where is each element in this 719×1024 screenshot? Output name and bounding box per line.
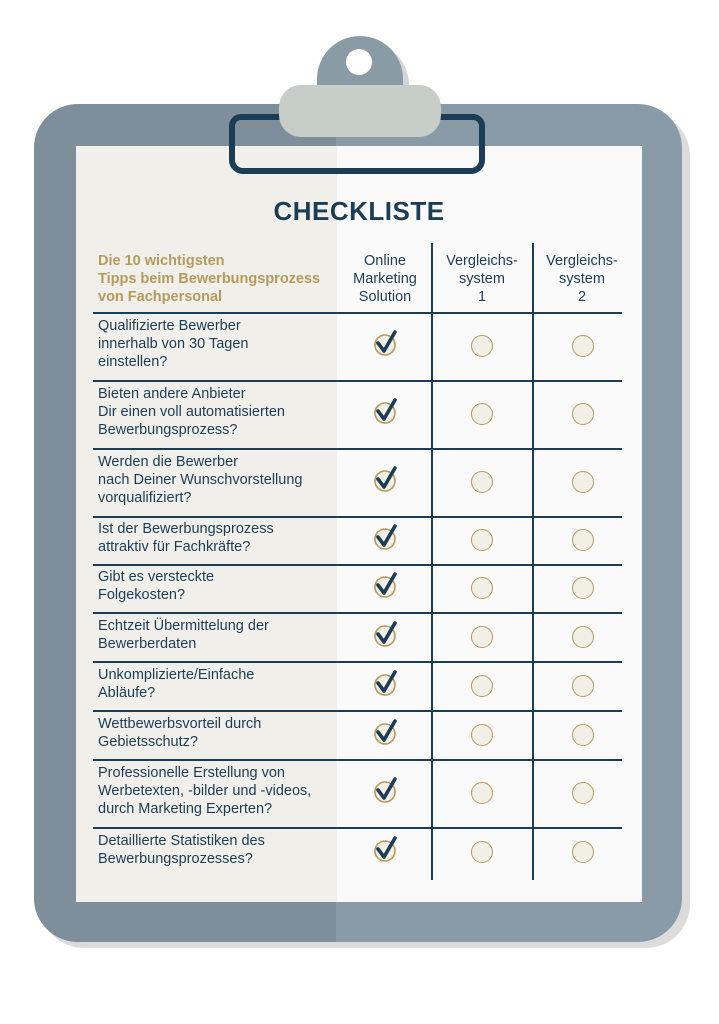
check-mark-icon[interactable] — [373, 524, 397, 548]
criterion-text — [98, 666, 334, 702]
criterion-line: einstellen? — [98, 354, 168, 370]
check-mark-icon[interactable] — [373, 398, 397, 422]
row-separator — [93, 759, 622, 761]
empty-circle-icon[interactable] — [471, 782, 493, 804]
empty-circle-icon[interactable] — [471, 577, 493, 599]
row-separator — [93, 448, 622, 450]
empty-circle-icon[interactable] — [572, 577, 594, 599]
column-header-line: 1 — [477, 289, 487, 305]
column-header-line: Online — [364, 253, 406, 269]
criterion-line: Unkomplizierte/Einfache — [98, 666, 255, 683]
row-separator — [93, 516, 622, 518]
column-header-online-marketing — [337, 252, 433, 306]
criterion-line: Wettbewerbsvorteil durch — [98, 715, 262, 732]
empty-circle-icon[interactable] — [572, 529, 594, 551]
criterion-text — [98, 453, 334, 507]
empty-circle-icon[interactable] — [471, 529, 493, 551]
criteria-header — [98, 252, 338, 306]
criterion-line: nach Deiner Wunschvorstellung — [98, 472, 303, 488]
criterion-text — [98, 715, 334, 751]
criterion-line: Ist der Bewerbungsprozess — [98, 521, 274, 537]
column-divider — [431, 243, 433, 880]
criterion-line: Gibt es versteckte — [98, 569, 215, 585]
clip-top — [279, 85, 441, 137]
empty-circle-icon[interactable] — [572, 471, 594, 493]
criterion-line: Bewerberdaten — [98, 635, 197, 652]
criterion-text — [98, 617, 334, 653]
criterion-line: Bewerbungsprozess? — [98, 422, 238, 438]
column-header-system-1 — [434, 252, 530, 306]
empty-circle-icon[interactable] — [471, 675, 493, 697]
criterion-line: innerhalb von 30 Tagen — [98, 336, 249, 352]
empty-circle-icon[interactable] — [471, 335, 493, 357]
criterion-line: Bewerbungsprozesses? — [98, 850, 253, 867]
empty-circle-icon[interactable] — [471, 403, 493, 425]
criterion-text — [98, 832, 334, 868]
row-separator — [93, 710, 622, 712]
criterion-line: Werbetexten, -bilder und -videos, — [98, 783, 312, 799]
criterion-text — [98, 568, 334, 604]
criterion-text — [98, 764, 334, 818]
criterion-line: Dir einen voll automatisierten — [98, 404, 285, 420]
criterion-text — [98, 385, 334, 439]
empty-circle-icon[interactable] — [471, 724, 493, 746]
column-header-line: Solution — [358, 289, 412, 305]
criteria-header-line: Die 10 wichtigsten — [98, 253, 225, 269]
check-mark-icon[interactable] — [373, 330, 397, 354]
empty-circle-icon[interactable] — [572, 724, 594, 746]
page-title: CHECKLISTE — [273, 196, 445, 226]
column-header-line: system — [559, 271, 605, 287]
criterion-line: Gebietsschutz? — [98, 733, 198, 750]
empty-circle-icon[interactable] — [471, 841, 493, 863]
empty-circle-icon[interactable] — [572, 403, 594, 425]
criterion-line: Detaillierte Statistiken des — [98, 832, 265, 849]
row-separator — [93, 612, 622, 614]
criterion-line: vorqualifiziert? — [98, 490, 192, 506]
empty-circle-icon[interactable] — [471, 471, 493, 493]
empty-circle-icon[interactable] — [572, 782, 594, 804]
criterion-text — [98, 520, 334, 556]
criterion-line: Abläufe? — [98, 684, 156, 701]
row-separator — [93, 380, 622, 382]
criterion-line: Echtzeit Übermittelung der — [98, 617, 269, 634]
column-header-line: system — [459, 271, 505, 287]
criterion-line: attraktiv für Fachkräfte? — [98, 539, 251, 555]
criterion-line: Bieten andere Anbieter — [98, 386, 246, 402]
row-separator — [93, 827, 622, 829]
row-separator — [93, 312, 622, 314]
row-separator — [93, 661, 622, 663]
column-header-line: 2 — [577, 289, 587, 305]
criterion-text — [98, 317, 334, 371]
empty-circle-icon[interactable] — [572, 335, 594, 357]
column-header-system-2 — [534, 252, 630, 306]
empty-circle-icon[interactable] — [572, 626, 594, 648]
clip-hole — [346, 49, 372, 75]
empty-circle-icon[interactable] — [572, 675, 594, 697]
criterion-line: Qualifizierte Bewerber — [98, 318, 241, 334]
check-mark-icon[interactable] — [373, 719, 397, 743]
empty-circle-icon[interactable] — [471, 626, 493, 648]
check-mark-icon[interactable] — [373, 836, 397, 860]
row-separator — [93, 564, 622, 566]
column-header-line: Vergleichs- — [446, 253, 518, 269]
criterion-line: durch Marketing Experten? — [98, 801, 273, 817]
check-mark-icon[interactable] — [373, 621, 397, 645]
check-mark-icon[interactable] — [373, 572, 397, 596]
check-mark-icon[interactable] — [373, 670, 397, 694]
column-header-line: Vergleichs- — [546, 253, 618, 269]
empty-circle-icon[interactable] — [572, 841, 594, 863]
check-mark-icon[interactable] — [373, 777, 397, 801]
criterion-line: Folgekosten? — [98, 587, 186, 603]
criteria-header-line: von Fachpersonal — [98, 289, 223, 305]
column-header-line: Marketing — [353, 271, 417, 287]
criterion-line: Professionelle Erstellung von — [98, 765, 285, 781]
check-mark-icon[interactable] — [373, 466, 397, 490]
criteria-header-line: Tipps beim Bewerbungsprozess — [98, 271, 321, 287]
criterion-line: Werden die Bewerber — [98, 454, 238, 470]
column-divider — [532, 243, 534, 880]
